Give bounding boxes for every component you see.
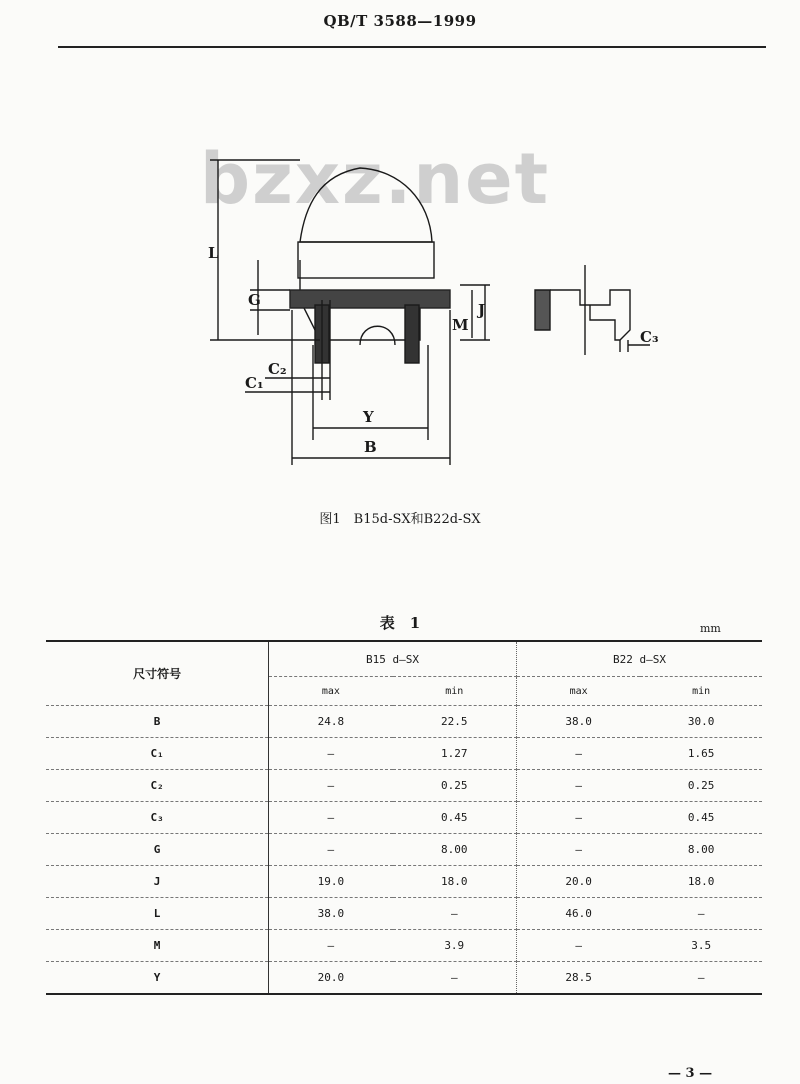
cell: 22.5: [393, 706, 517, 738]
row-symbol: G: [46, 834, 269, 866]
cell: 1.27: [393, 738, 517, 770]
cell: 38.0: [516, 706, 640, 738]
lamp-cap-drawing: [0, 0, 800, 500]
cell: 18.0: [393, 866, 517, 898]
subheader-max: max: [516, 677, 640, 706]
cell: 0.45: [640, 802, 762, 834]
cell: 20.0: [269, 962, 393, 995]
table-unit: mm: [700, 622, 721, 635]
cell: 0.45: [393, 802, 517, 834]
symbol-header: 尺寸符号: [46, 641, 269, 706]
table-title: 表 1: [379, 614, 421, 632]
cell: —: [516, 738, 640, 770]
subheader-min: min: [640, 677, 762, 706]
cell: 0.25: [640, 770, 762, 802]
cell: 30.0: [640, 706, 762, 738]
cell: —: [269, 930, 393, 962]
cell: 28.5: [516, 962, 640, 995]
row-symbol: C₃: [46, 802, 269, 834]
cell: —: [269, 802, 393, 834]
label-L: L: [208, 244, 219, 262]
cell: 18.0: [640, 866, 762, 898]
cell: 19.0: [269, 866, 393, 898]
label-B: B: [364, 438, 377, 456]
table-row: [46, 962, 762, 995]
label-C3: C₃: [640, 328, 659, 346]
cell: 3.9: [393, 930, 517, 962]
table-row: [46, 802, 762, 834]
cell: 38.0: [269, 898, 393, 930]
row-symbol: M: [46, 930, 269, 962]
cell: 3.5: [640, 930, 762, 962]
row-symbol: J: [46, 866, 269, 898]
watermark: bzxz.net: [200, 138, 551, 220]
table-row: [46, 706, 762, 738]
dimension-table: [46, 640, 762, 995]
bulb-dome: [300, 168, 432, 242]
cell: 0.25: [393, 770, 517, 802]
cell: —: [269, 738, 393, 770]
cell: 24.8: [269, 706, 393, 738]
cell: 20.0: [516, 866, 640, 898]
table-row: [46, 738, 762, 770]
subheader-min: min: [393, 677, 517, 706]
table-row: [46, 898, 762, 930]
row-symbol: B: [46, 706, 269, 738]
group-header-b15: B15 d—SX: [269, 641, 517, 677]
table-row: [46, 930, 762, 962]
cell: —: [269, 834, 393, 866]
row-symbol: Y: [46, 962, 269, 995]
label-C1: C₁: [245, 374, 264, 392]
cell: —: [516, 802, 640, 834]
row-symbol: C₂: [46, 770, 269, 802]
label-M: M: [452, 316, 469, 334]
cell: 8.00: [393, 834, 517, 866]
cell: —: [393, 898, 517, 930]
cell: 46.0: [516, 898, 640, 930]
table-row: [46, 866, 762, 898]
cell: —: [640, 962, 762, 995]
table-row: [46, 834, 762, 866]
cell: —: [516, 770, 640, 802]
label-Y: Y: [363, 408, 374, 426]
cell: —: [640, 898, 762, 930]
cell: —: [393, 962, 517, 995]
label-C2: C₂: [268, 360, 287, 378]
table-row: [46, 770, 762, 802]
cell: 8.00: [640, 834, 762, 866]
cell: —: [516, 834, 640, 866]
bulb-neck: [298, 242, 434, 278]
row-symbol: C₁: [46, 738, 269, 770]
cell: 1.65: [640, 738, 762, 770]
figure-caption: 图1 B15d-SX和B22d-SX: [319, 512, 481, 527]
subheader-max: max: [269, 677, 393, 706]
cell: —: [516, 930, 640, 962]
cell: —: [269, 770, 393, 802]
label-G: G: [248, 291, 261, 309]
page-number: — 3 —: [668, 1066, 713, 1081]
group-header-b22: B22 d—SX: [516, 641, 762, 677]
row-symbol: L: [46, 898, 269, 930]
label-J: J: [478, 301, 486, 319]
pin-detail: [535, 290, 550, 330]
standard-code: QB/T 3588—1999: [323, 12, 477, 30]
